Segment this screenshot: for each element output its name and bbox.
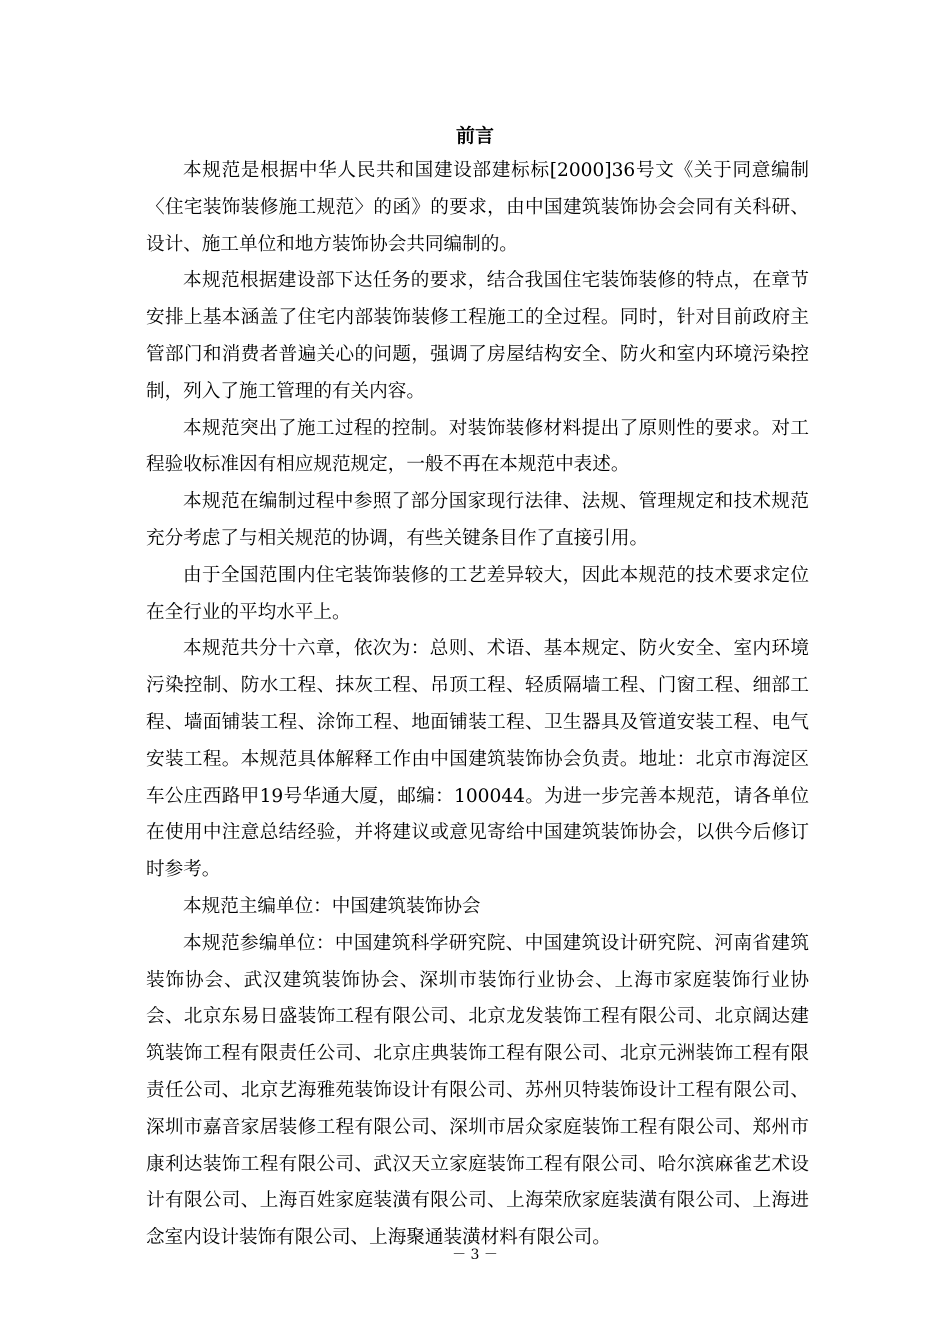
- paragraph-process-control: 本规范突出了施工过程的控制。对装饰装修材料提出了原则性的要求。对工程验收标准因有相应规范规定，一般不再在本规范中表述。: [146, 417, 809, 476]
- page-title: 前言: [455, 125, 494, 147]
- body-text: [146, 153, 809, 1257]
- paragraph-chief-editor: 本规范主编单位：中国建筑装饰协会: [183, 895, 481, 917]
- page-number: － 3 －: [452, 1247, 498, 1263]
- paragraph-scope: 本规范根据建设部下达任务的要求，结合我国住宅装饰装修的特点，在章节安排上基本涵盖了住宅内部装饰装修工程施工的全过程。同时，针对目前政府主管部门和消费者普遍关心的问题，强调了房屋结构安全、防火和室内环境污染控制，列入了施工管理的有关内容。: [146, 270, 809, 402]
- paragraph-chapters: 本规范共分十六章，依次为：总则、术语、基本规定、防火安全、室内环境污染控制、防水工程、抹灰工程、吊顶工程、轻质隔墙工程、门窗工程、细部工程、墙面铺装工程、涂饰工程、地面铺装工程、卫生器具及管道安装工程、电气安装工程。本规范具体解释工作由中国建筑装饰协会负责。地址：北京市海淀区车公庄西路甲19号华通大厦，邮编：100044。为进一步完善本规范，请各单位在使用中注意总结经验，并将建议或意见寄给中国建筑装饰协会，以供今后修订时参考。: [146, 638, 809, 881]
- paragraph-technical-level: 由于全国范围内住宅装饰装修的工艺差异较大，因此本规范的技术要求定位在全行业的平均水平上。: [146, 564, 809, 623]
- paragraph-basis: 本规范是根据中华人民共和国建设部建标标[2000]36号文《关于同意编制〈住宅装饰装修施工规范〉的函》的要求，由中国建筑装饰协会会同有关科研、设计、施工单位和地方装饰协会共同编制的。: [146, 160, 809, 255]
- paragraph-participants: 本规范参编单位：中国建筑科学研究院、中国建筑设计研究院、河南省建筑装饰协会、武汉建筑装饰协会、深圳市装饰行业协会、上海市家庭装饰行业协会、北京东易日盛装饰工程有限公司、北京龙发装饰工程有限公司、北京阔达建筑装饰工程有限责任公司、北京庄典装饰工程有限公司、北京元洲装饰工程有限责任公司、北京艺海雅苑装饰设计有限公司、苏州贝特装饰设计工程有限公司、深圳市嘉音家居装修工程有限公司、深圳市居众家庭装饰工程有限公司、郑州市康利达装饰工程有限公司、武汉天立家庭装饰工程有限公司、哈尔滨麻雀艺术设计有限公司、上海百姓家庭装潢有限公司、上海荣欣家庭装潢有限公司、上海进念室内设计装饰有限公司、上海聚通装潢材料有限公司。: [146, 932, 809, 1249]
- paragraph-references: 本规范在编制过程中参照了部分国家现行法律、法规、管理规定和技术规范充分考虑了与相关规范的协调，有些关键条目作了直接引用。: [146, 491, 809, 549]
